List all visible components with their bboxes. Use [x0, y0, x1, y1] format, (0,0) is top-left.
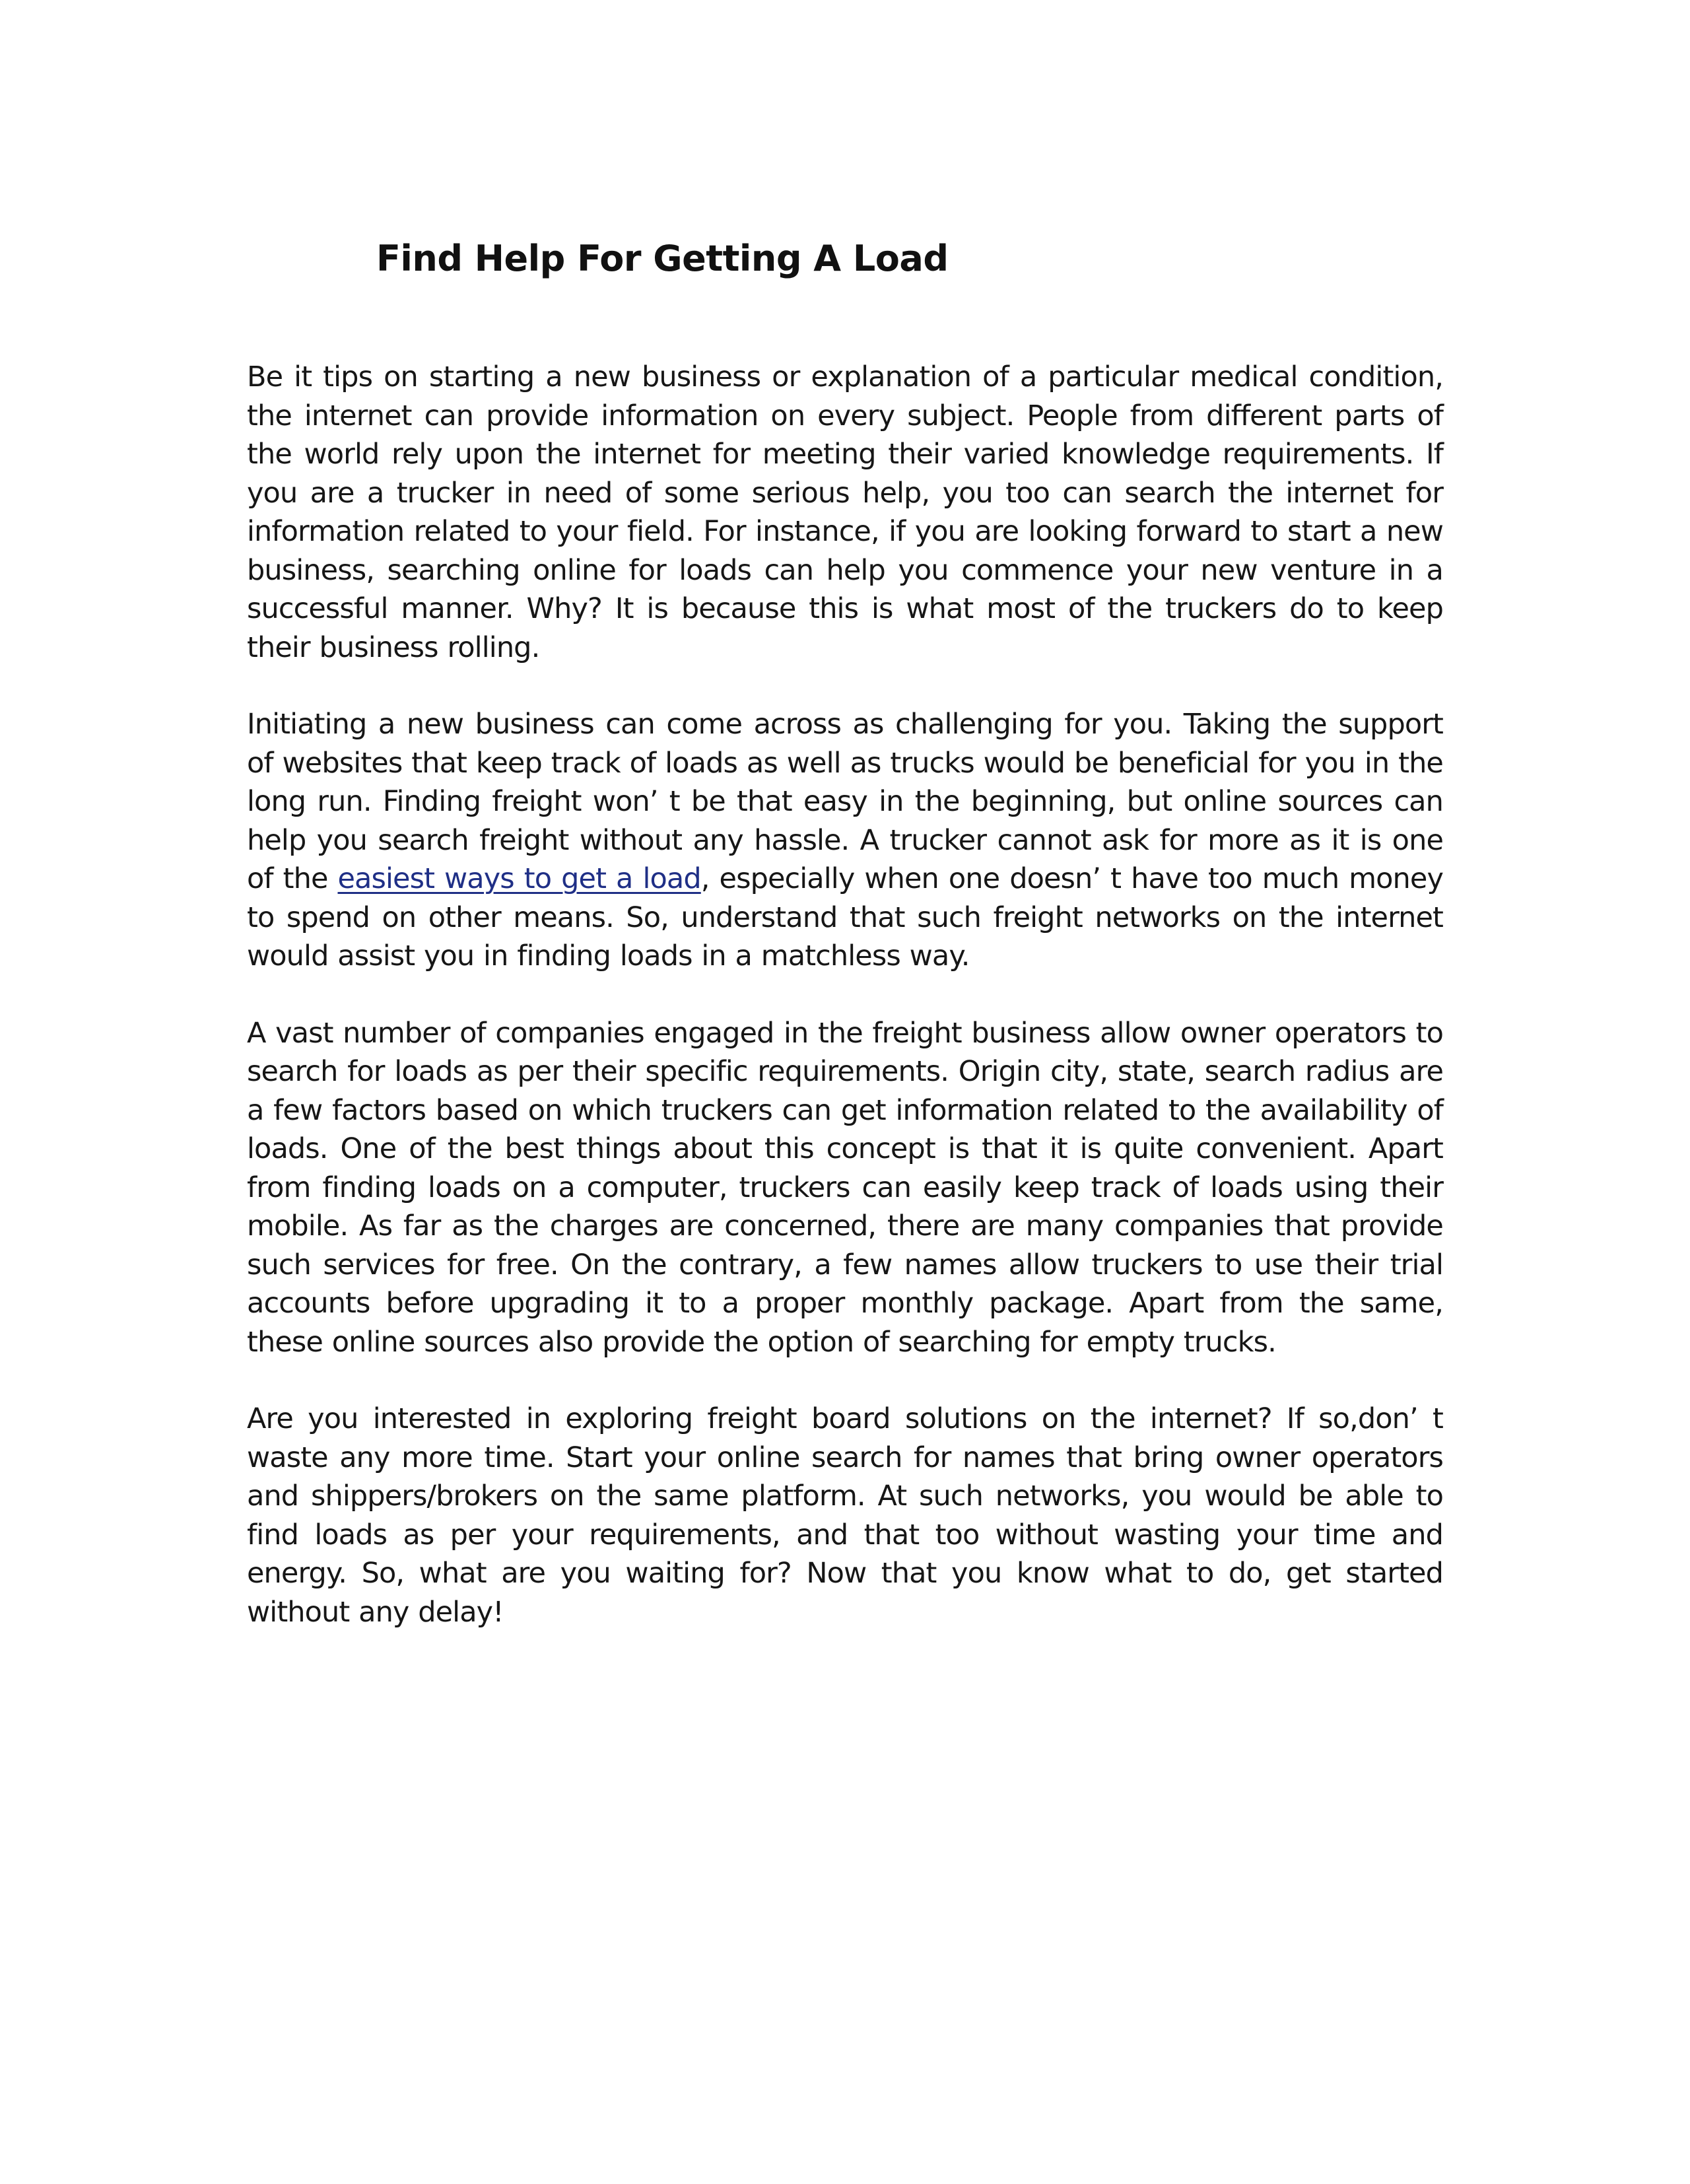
paragraph-3: A vast number of companies engaged in the freight business allow owner operators to search for loads as per their specific requirements. Origin city, state, search radius are a few factors based on which truckers can get information related to the availability of loads. One of the best things about this concept is that it is quite convenient. Apart from finding loads on a computer, truckers can easily keep track of loads using their mobile. As far as the charges are concerned, there are many companies that provide such services for free. On the contrary, a few names allow truckers to use their trial accounts before upgrading it to a proper monthly package. Apart from the same, these online sources also provide the option of searching for empty trucks. — [247, 1016, 1443, 1359]
paragraph-2-text-before-link: Initiating a new business can come across as challenging for you. Taking the support of websites that keep track of loads as well as trucks would be beneficial for you in the long run. Finding freight won’ t be that easy in the beginning, but online sources can help you search freight without any hassle. A trucker cannot ask for more as it is one of the — [247, 708, 1443, 895]
paragraph-1: Be it tips on starting a new business or explanation of a particular medical condition, the internet can provide information on every subject. People from different parts of the world rely upon the internet for meeting their varied knowledge requirements. If you are a trucker in need of some serious help, you too can search the internet for information related to your field. For instance, if you are looking forward to start a new business, searching online for loads can help you commence your new venture in a successful manner. Why? It is because this is what most of the truckers do to keep their business rolling. — [247, 360, 1443, 664]
easiest-ways-link[interactable]: easiest ways to get a load — [337, 862, 701, 895]
paragraph-2-text-after-link: , especially when one doesn’ t have too much money to spend on other means. So, understand that such freight networks on the internet would assist you in finding loads in a matchless way. — [247, 862, 1443, 973]
document-title: Find Help For Getting A Load — [376, 238, 949, 279]
paragraph-4: Are you interested in exploring freight board solutions on the internet? If so,don’ t waste any more time. Start your online search for names that bring owner operators and shippers/brokers on the same platform. At such networks, you would be able to find loads as per your requirements, and that too without wasting your time and energy. So, what are you waiting for? Now that you know what to do, get started without any delay! — [247, 1402, 1443, 1629]
document-body — [247, 358, 1443, 1631]
paragraph-2 — [247, 705, 1443, 976]
